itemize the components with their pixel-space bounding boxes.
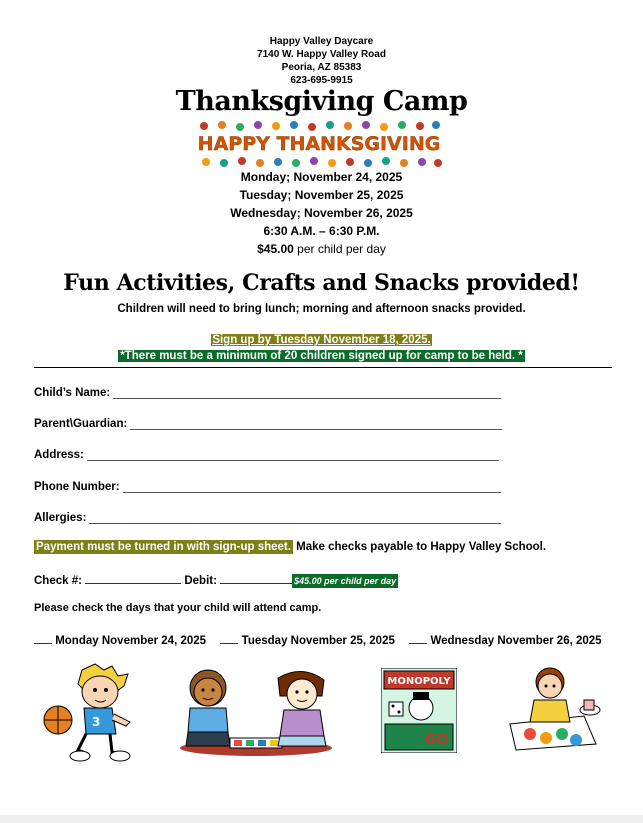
schedule-day-3: Wednesday; November 26, 2025 (230, 206, 413, 220)
tuesday-option: Tuesday November 25, 2025 (241, 635, 395, 647)
check-debit-line (34, 573, 398, 587)
parent-label: Parent\Guardian: (34, 418, 128, 430)
debit-label: Debit: (184, 575, 217, 587)
phone-line[interactable] (123, 481, 501, 493)
day-options (34, 633, 602, 647)
divider (34, 367, 612, 368)
parent-line[interactable] (130, 418, 502, 430)
child-name-field[interactable] (34, 383, 501, 399)
child-name-line[interactable] (113, 387, 501, 399)
schedule-day-1: Monday; November 24, 2025 (240, 170, 403, 184)
monday-option: Monday November 24, 2025 (55, 635, 207, 647)
minimum-note: *There must be a minimum of 20 children signed up for camp to be held. * (120, 350, 523, 362)
monopoly-label: MONOPOLY (387, 676, 451, 687)
debit-blank[interactable] (220, 573, 292, 584)
daycare-phone: 623-695-9915 (290, 75, 353, 86)
painting-kid-icon (506, 664, 602, 752)
signup-deadline-line (0, 334, 643, 346)
phone-label: Phone Number: (34, 481, 120, 493)
child-name-label: Child’s Name: (34, 387, 111, 399)
schedule-price (0, 240, 643, 258)
days-instruction: Please check the days that your child will attend camp. (34, 602, 322, 614)
daycare-name: Happy Valley Daycare (269, 36, 374, 47)
happy-thanksgiving-banner (194, 120, 444, 168)
fun-heading: Fun Activities, Crafts and Snacks provided! (63, 270, 580, 296)
check-number-blank[interactable] (85, 573, 181, 584)
price-suffix: per child per day (293, 242, 386, 256)
banner-text: HAPPY THANKSGIVING (197, 133, 441, 155)
price-note: $45.00 per child per day (294, 576, 397, 586)
check-label: Check #: (34, 575, 82, 587)
payment-line (34, 541, 546, 553)
checks-payable: Make checks payable to Happy Valley School. (292, 541, 547, 553)
price-value: $45.00 (257, 242, 294, 256)
lunch-note: Children will need to bring lunch; morning and afternoon snacks provided. (117, 303, 526, 315)
parent-field[interactable] (34, 414, 502, 430)
wednesday-checkbox[interactable] (409, 633, 427, 644)
address-label: Address: (34, 449, 84, 461)
svg-text:3: 3 (92, 715, 101, 729)
daycare-city: Peoria, AZ 85383 (281, 62, 362, 73)
daycare-street: 7140 W. Happy Valley Road (257, 49, 386, 60)
schedule-hours: 6:30 A.M. – 6:30 P.M. (263, 224, 380, 238)
monday-checkbox[interactable] (34, 633, 52, 644)
allergies-field[interactable] (34, 508, 501, 524)
address-line[interactable] (87, 449, 499, 461)
tuesday-checkbox[interactable] (220, 633, 238, 644)
page-title: Thanksgiving Camp (175, 86, 468, 117)
kids-board-game-icon (178, 666, 333, 758)
minimum-note-line (0, 350, 643, 362)
allergies-label: Allergies: (34, 512, 87, 524)
page-bottom-edge (0, 815, 643, 823)
game-board-word: GO (425, 732, 449, 748)
signup-deadline: Sign up by Tuesday November 18, 2025. (212, 334, 431, 346)
schedule-day-2: Tuesday; November 25, 2025 (239, 188, 404, 202)
monopoly-box-icon (381, 668, 457, 753)
address-field[interactable] (34, 445, 499, 461)
phone-field[interactable] (34, 477, 501, 493)
allergies-line[interactable] (89, 512, 501, 524)
wednesday-option: Wednesday November 26, 2025 (430, 635, 602, 647)
payment-highlight: Payment must be turned in with sign-up sheet. (36, 541, 291, 553)
basketball-kid-icon (40, 662, 135, 764)
